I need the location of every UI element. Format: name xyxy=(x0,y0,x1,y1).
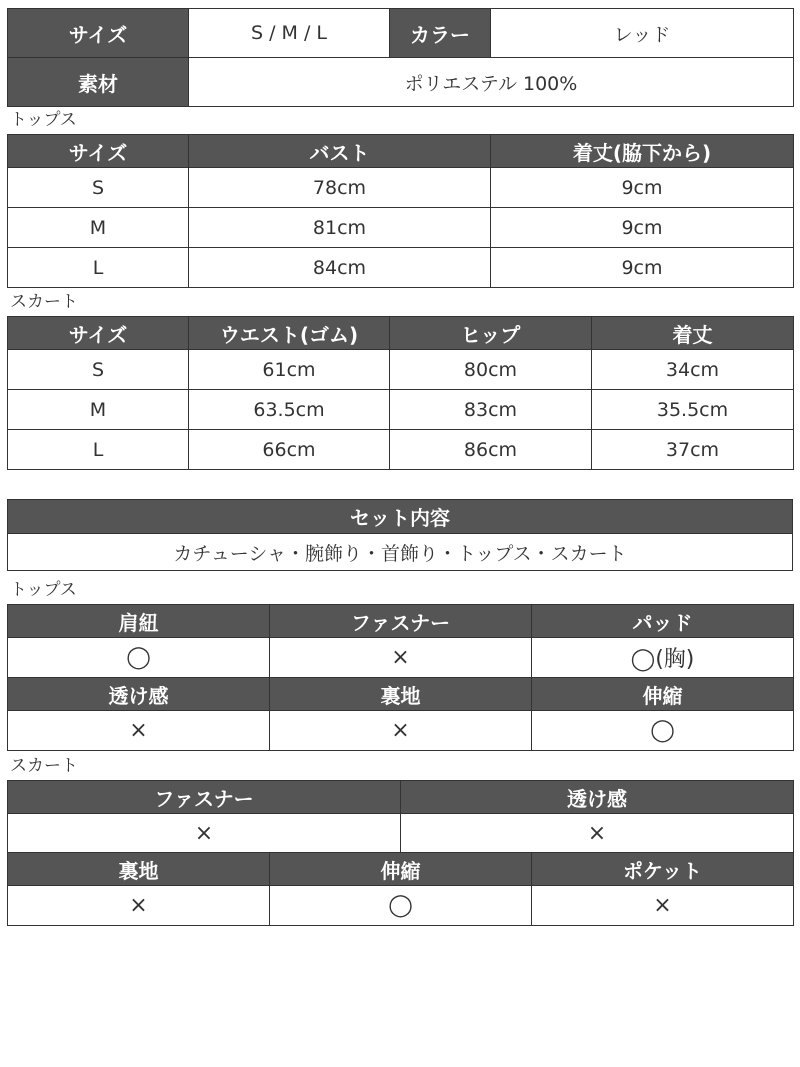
skirt-sheerness-header: 透け感 xyxy=(401,781,794,814)
skirt-pocket-value: × xyxy=(532,886,794,926)
skirt-stretch-value: ◯ xyxy=(270,886,532,926)
skirt-waist-header: ウエスト(ゴム) xyxy=(189,317,390,350)
skirt-features-table-top xyxy=(7,780,794,854)
table-cell: 63.5cm xyxy=(189,390,390,430)
sheerness-header: 透け感 xyxy=(8,678,270,711)
table-cell: 84cm xyxy=(189,248,491,288)
zipper-header: ファスナー xyxy=(270,605,532,638)
skirt-lining-header: 裏地 xyxy=(8,853,270,886)
tops-size-table xyxy=(7,134,794,288)
table-cell: M xyxy=(8,390,189,430)
tops-bust-header: バスト xyxy=(189,135,491,168)
color-value: レッド xyxy=(491,9,794,58)
sheerness-value: × xyxy=(8,711,270,751)
table-cell: 83cm xyxy=(390,390,592,430)
pad-value: ◯(胸) xyxy=(532,638,794,678)
skirt-size-table xyxy=(7,316,794,470)
table-cell: 78cm xyxy=(189,168,491,208)
table-cell: 86cm xyxy=(390,430,592,470)
skirt-length-header: 着丈 xyxy=(592,317,794,350)
lining-header: 裏地 xyxy=(270,678,532,711)
set-contents-table xyxy=(7,499,793,571)
skirt-features-table-bottom xyxy=(7,852,794,926)
table-cell: S xyxy=(8,350,189,390)
table-cell: 9cm xyxy=(491,168,794,208)
table-cell: 9cm xyxy=(491,248,794,288)
skirt-features-section-label: スカート xyxy=(10,756,78,776)
size-label: サイズ xyxy=(8,9,189,58)
color-label: カラー xyxy=(390,9,491,58)
skirt-pocket-header: ポケット xyxy=(532,853,794,886)
table-cell: M xyxy=(8,208,189,248)
tops-length-header: 着丈(脇下から) xyxy=(491,135,794,168)
tops-features-table xyxy=(7,604,794,751)
zipper-value: × xyxy=(270,638,532,678)
skirt-lining-value: × xyxy=(8,886,270,926)
skirt-size-header: サイズ xyxy=(8,317,189,350)
stretch-value: ◯ xyxy=(532,711,794,751)
table-cell: 80cm xyxy=(390,350,592,390)
tops-features-section-label: トップス xyxy=(10,580,77,600)
shoulder-strap-value: ◯ xyxy=(8,638,270,678)
table-cell: 9cm xyxy=(491,208,794,248)
shoulder-strap-header: 肩紐 xyxy=(8,605,270,638)
product-info-table xyxy=(7,8,794,107)
table-cell: 61cm xyxy=(189,350,390,390)
skirt-stretch-header: 伸縮 xyxy=(270,853,532,886)
table-cell: 35.5cm xyxy=(592,390,794,430)
table-cell: L xyxy=(8,248,189,288)
skirt-hip-header: ヒップ xyxy=(390,317,592,350)
material-label: 素材 xyxy=(8,58,189,107)
table-cell: 34cm xyxy=(592,350,794,390)
tops-size-section-label: トップス xyxy=(10,110,77,130)
table-cell: 81cm xyxy=(189,208,491,248)
stretch-header: 伸縮 xyxy=(532,678,794,711)
lining-value: × xyxy=(270,711,532,751)
skirt-size-section-label: スカート xyxy=(10,292,78,312)
tops-size-header: サイズ xyxy=(8,135,189,168)
material-value: ポリエステル 100% xyxy=(189,58,794,107)
skirt-zipper-value: × xyxy=(8,814,401,854)
set-contents-value: カチューシャ・腕飾り・首飾り・トップス・スカート xyxy=(8,534,793,571)
table-cell: L xyxy=(8,430,189,470)
pad-header: パッド xyxy=(532,605,794,638)
skirt-sheerness-value: × xyxy=(401,814,794,854)
size-value: S / M / L xyxy=(189,9,390,58)
set-contents-header: セット内容 xyxy=(8,500,793,534)
skirt-zipper-header: ファスナー xyxy=(8,781,401,814)
table-cell: S xyxy=(8,168,189,208)
table-cell: 66cm xyxy=(189,430,390,470)
table-cell: 37cm xyxy=(592,430,794,470)
